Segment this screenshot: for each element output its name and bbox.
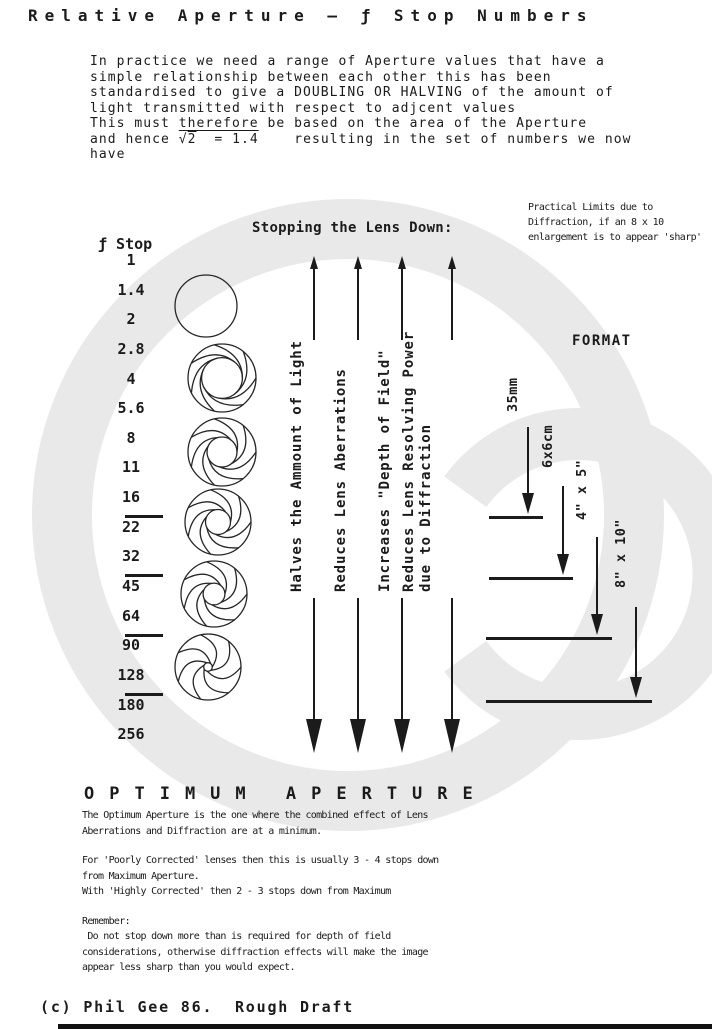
fstop-value: 5.6 — [117, 399, 145, 418]
fstop-value: 16 — [121, 488, 141, 506]
format-heading: FORMAT — [572, 333, 632, 349]
arrow-shaft — [401, 598, 403, 719]
practical-limits-line: Practical Limits due to — [528, 202, 653, 213]
fstop-value: 4 — [126, 369, 136, 388]
page-title: Relative Aperture — ƒ Stop Numbers — [28, 6, 594, 25]
fstop-value: 11 — [121, 458, 141, 477]
format-arrow-shaft — [562, 486, 564, 554]
body-paragraph — [82, 853, 438, 900]
intro-line: light transmitted with respect to adjcent values — [90, 100, 517, 116]
arrow-down-head-icon — [306, 719, 322, 753]
body-line: appear less sharp than you would expect. — [82, 962, 295, 973]
fstop-value: 256 — [117, 725, 145, 744]
practical-limits-line: enlargement is to appear 'sharp' — [528, 232, 702, 244]
fstop-value: 90 — [121, 636, 141, 655]
body-paragraph — [82, 808, 438, 839]
format-label: 4" x 5" — [573, 459, 590, 520]
fstop-value: 128 — [117, 665, 145, 684]
aperture-iris — [175, 634, 241, 700]
body-line: The Optimum Aperture is the one where the combined effect of Lens — [82, 810, 428, 821]
fstop-value: 22 — [121, 517, 141, 536]
intro-line: have — [90, 147, 126, 162]
fstop-value: 64 — [121, 606, 141, 625]
format-label: 8" x 10" — [612, 518, 629, 588]
arrow-shaft — [357, 268, 359, 340]
body-line: considerations, otherwise diffraction effects will make the image — [82, 946, 428, 958]
practical-limits-note — [528, 200, 701, 246]
fstop-limit-tick — [125, 634, 163, 637]
body-line: from Maximum Aperture. — [82, 870, 200, 882]
credit-line: (c) Phil Gee 86. Rough Draft — [40, 998, 355, 1016]
format-baseline — [486, 700, 652, 703]
body-line: Do not stop down more than is required for depth of field — [82, 931, 391, 942]
arrow-down-head-icon — [444, 719, 460, 753]
fstop-value: 180 — [117, 695, 145, 714]
format-arrow-shaft — [596, 537, 598, 614]
arrow-shaft — [357, 598, 359, 719]
format-arrow-head-icon — [522, 493, 534, 514]
fstop-limit-tick — [125, 515, 163, 518]
body-line: Remember: — [82, 915, 130, 927]
body-line: With 'Highly Corrected' then 2 - 3 stops down from Maximum — [82, 886, 391, 897]
format-label: 35mm — [504, 377, 521, 412]
aperture-iris — [175, 275, 237, 337]
fstop-limit-tick — [125, 693, 163, 696]
fstop-column-header: ƒ Stop — [98, 235, 153, 253]
arrow-shaft — [451, 598, 453, 719]
format-label: 6x6cm — [539, 424, 556, 468]
arrow-label: Increases "Depth of Field" — [376, 349, 393, 592]
fstop-limit-tick — [125, 574, 163, 577]
format-arrow-head-icon — [557, 554, 569, 575]
aperture-iris — [188, 418, 256, 486]
arrow-down-head-icon — [350, 719, 366, 753]
optimum-aperture-text — [82, 808, 438, 990]
body-line: For 'Poorly Corrected' lenses then this is usually 3 - 4 stops down — [82, 855, 439, 866]
fstop-value: 1 — [126, 251, 136, 269]
intro-line: and hence √2 = 1.4 resulting in the set of numbers we now — [90, 131, 632, 147]
body-paragraph — [82, 914, 438, 976]
fstop-value: 8 — [126, 428, 136, 447]
scan-edge-artifact — [58, 1024, 712, 1029]
intro-line: simple relationship between each other this has been — [90, 69, 552, 85]
intro-line: standardised to give a DOUBLING OR HALVING of the amount of — [90, 85, 614, 100]
arrow-down-head-icon — [394, 719, 410, 753]
format-baseline — [486, 637, 612, 640]
format-arrow-shaft — [635, 607, 637, 677]
intro-paragraph — [90, 54, 632, 163]
arrow-shaft — [313, 598, 315, 719]
arrow-label: Reduces Lens Resolving Power due to Diffraction — [401, 330, 434, 592]
arrow-shaft — [451, 268, 453, 340]
fstop-value: 2.8 — [117, 339, 145, 358]
body-line: Aberrations and Diffraction are at a minimum. — [82, 825, 322, 837]
format-baseline — [489, 516, 543, 519]
aperture-iris — [188, 344, 256, 412]
fstop-value: 2 — [126, 310, 136, 329]
format-baseline — [489, 577, 573, 580]
aperture-iris — [181, 561, 247, 627]
stopping-lens-heading: Stopping the Lens Down: — [252, 220, 453, 236]
format-arrow-head-icon — [591, 614, 603, 635]
fstop-value: 45 — [121, 576, 141, 595]
fstop-value: 1.4 — [117, 280, 145, 299]
practical-limits-line: Diffraction, if an 8 x 10 — [528, 217, 664, 229]
optimum-aperture-heading: OPTIMUM APERTURE — [84, 784, 488, 804]
arrow-label: Reduces Lens Aberrations — [332, 368, 349, 592]
arrow-label: Halves the Ammount of Light — [288, 340, 305, 592]
aperture-iris-diagrams — [163, 268, 263, 708]
format-arrow-head-icon — [630, 677, 642, 698]
aperture-iris — [185, 489, 251, 555]
format-arrow-shaft — [527, 427, 529, 493]
intro-line: In practice we need a range of Aperture values that have a — [90, 54, 605, 69]
arrow-shaft — [313, 268, 315, 340]
fstop-value: 32 — [121, 547, 141, 566]
intro-line: This must therefore be based on the area of the Aperture — [90, 116, 588, 131]
arrow-shaft — [401, 268, 403, 340]
